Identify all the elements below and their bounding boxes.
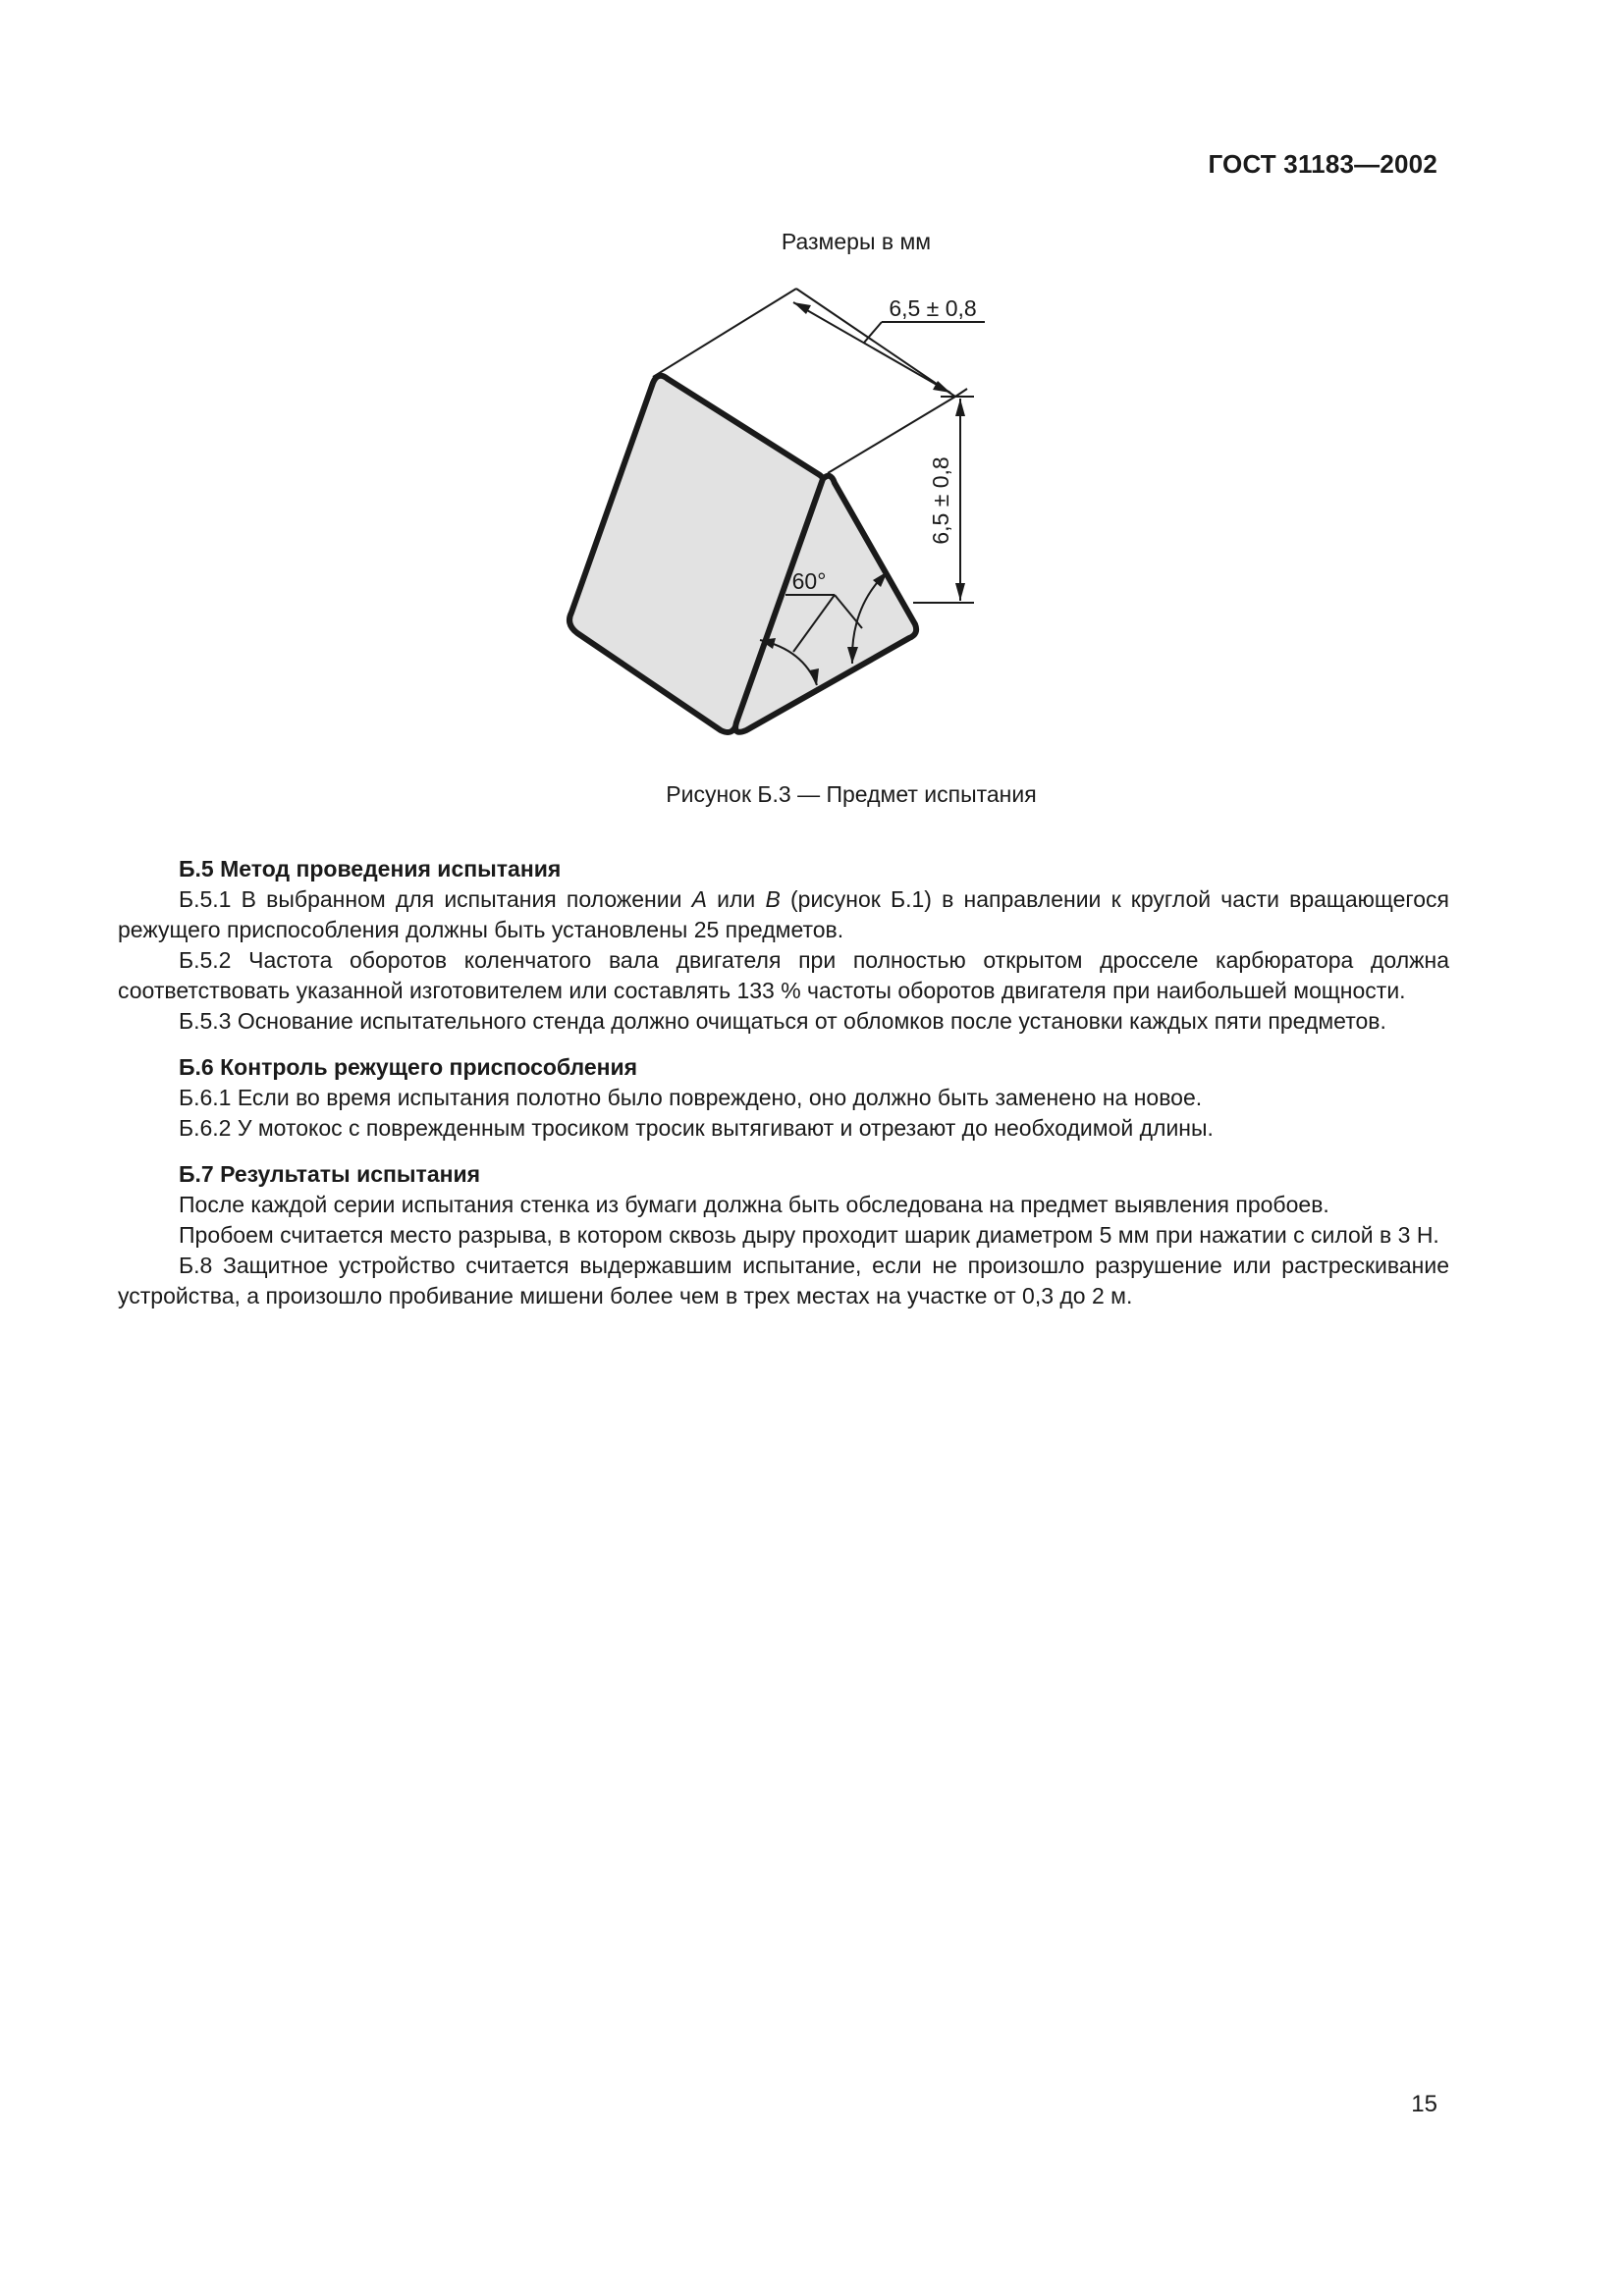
dimensions-note: Размеры в мм (781, 229, 932, 254)
paragraph-b5-3: Б.5.3 Основание испытательного стенда должно очищаться от обломков после установки каждых пяти предметов. (179, 1008, 1386, 1034)
page-number: 15 (1411, 2091, 1437, 2117)
figure-test-object (530, 275, 1060, 746)
dim-top-label: 6,5 ± 0,8 (889, 295, 977, 321)
section-b7-title: Б.7 Результаты испытания (179, 1161, 481, 1187)
paragraph-b5-1-part-a: Б.5.1 В выбранном для испытания положении (179, 886, 692, 912)
paragraph-b5-1 (118, 884, 1449, 945)
paragraph-b5-1-part-b: (рисунок Б.1) в направлении к круглой части вращающегося режущего приспособления должны быть установлены 25 предметов. (118, 886, 1449, 942)
position-b: В (765, 886, 781, 912)
figure-caption: Рисунок Б.3 — Предмет испытания (666, 781, 1037, 807)
paragraph-b5-1-or: или (706, 886, 766, 912)
back-edge-top (653, 289, 796, 377)
document-id: ГОСТ 31183—2002 (1208, 149, 1437, 179)
position-a: А (691, 886, 707, 912)
paragraph-b6-2: Б.6.2 У мотокос с поврежденным тросиком тросик вытягивают и отрезают до необходимой длины. (179, 1115, 1214, 1141)
paragraph-b7-1: После каждой серии испытания стенка из бумаги должна быть обследована на предмет выявления пробоев. (179, 1192, 1329, 1217)
dim-side-arrow-top (955, 399, 965, 416)
paragraph-b5-2: Б.5.2 Частота оборотов коленчатого вала двигателя при полностью открытом дросселе карбюратора должна соответствовать указанной изготовителем или составлять 133 % частоты оборотов двигателя при наибольшей мощности. (118, 947, 1449, 1003)
section-b5-title: Б.5 Метод проведения испытания (179, 856, 562, 881)
paragraph-b8: Б.8 Защитное устройство считается выдержавшим испытание, если не произошло разрушение или растрескивание устройства, а произошло пробивание мишени более чем в трех местах на участке от 0,3 до 2 м. (118, 1253, 1449, 1308)
dim-top-arrow-left (793, 302, 811, 314)
paragraph-b7-2: Пробоем считается место разрыва, в котором сквозь дыру проходит шарик диаметром 5 мм при нажатии с силой в 3 Н. (179, 1222, 1439, 1248)
dim-side-label: 6,5 ± 0,8 (928, 456, 953, 545)
body-text (118, 854, 1449, 1311)
paragraph-b6-1: Б.6.1 Если во время испытания полотно было повреждено, оно должно быть заменено на новое. (179, 1085, 1203, 1110)
angle-label: 60° (791, 568, 827, 594)
dim-side-arrow-bottom (955, 583, 965, 601)
dim-top-extension-right (955, 389, 967, 397)
section-b6-title: Б.6 Контроль режущего приспособления (179, 1054, 638, 1080)
